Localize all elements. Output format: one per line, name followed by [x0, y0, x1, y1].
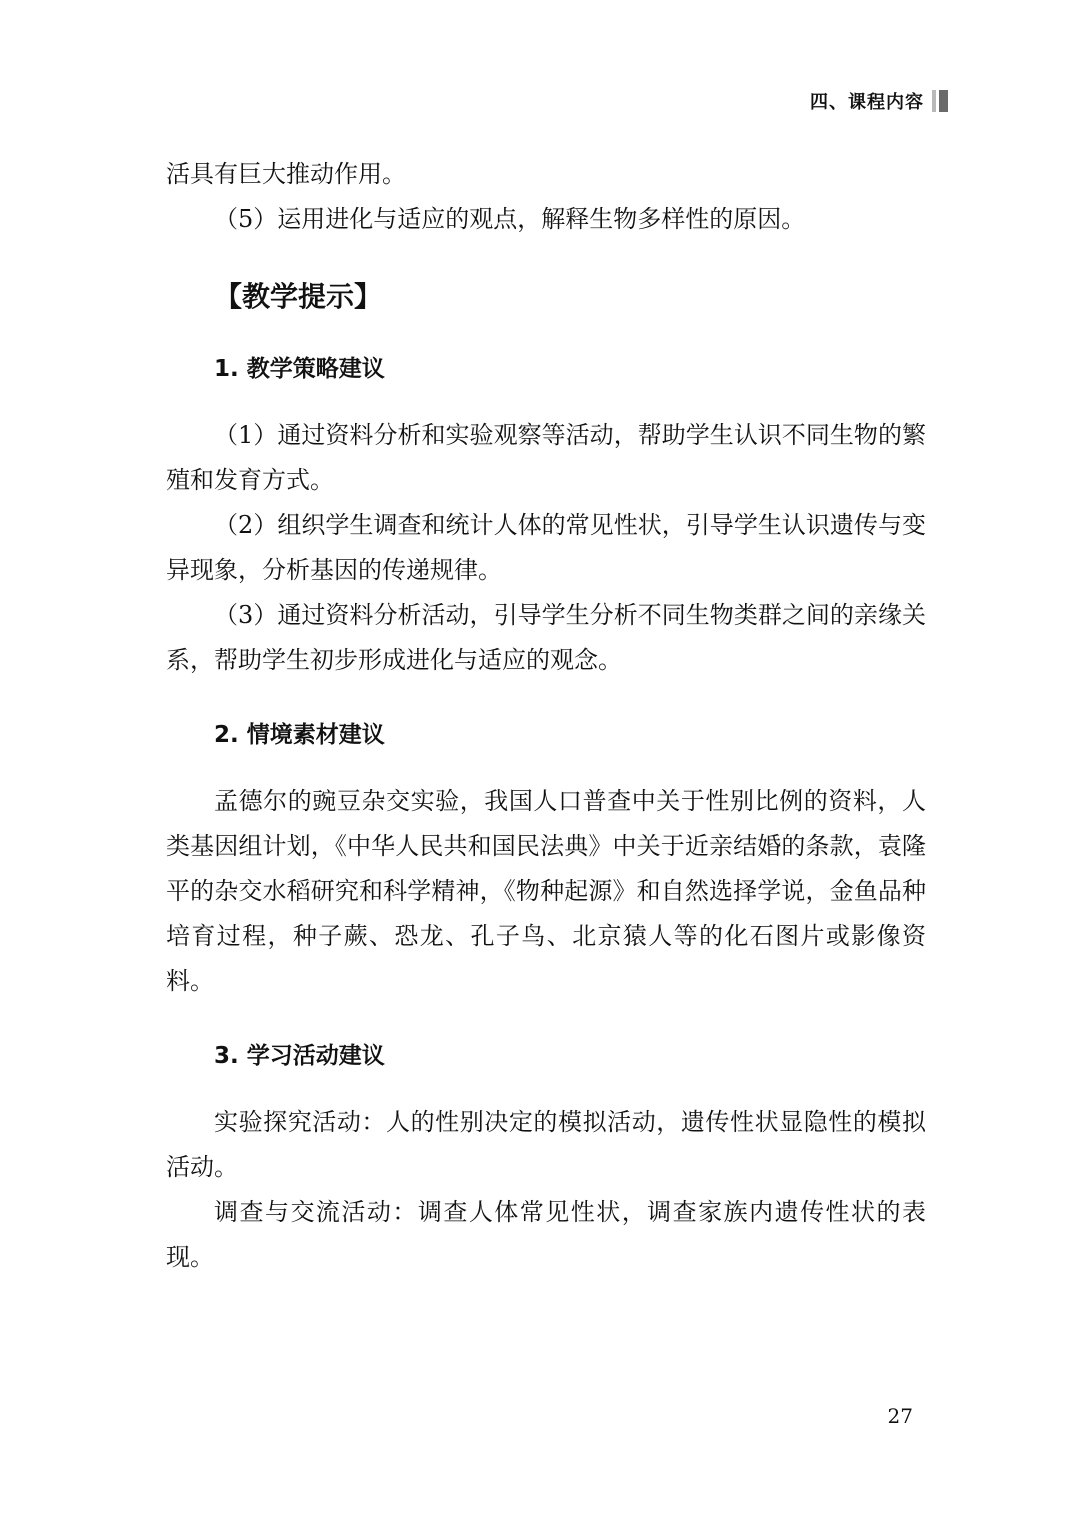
materials-paragraph: 孟德尔的豌豆杂交实验，我国人口普查中关于性别比例的资料，人类基因组计划，《中华人民共和国民法典》中关于近亲结婚的条款，袁隆平的杂交水稻研究和科学精神，《物种起源》和自然选择学说，金鱼品种培育过程，种子蕨、恐龙、孔子鸟、北京猿人等的化石图片或影像资料。 [166, 787, 926, 995]
running-header [810, 88, 948, 114]
page-number: 27 [887, 1404, 913, 1428]
strategy-list [166, 413, 926, 683]
subheading-strategy: 1. 教学策略建议 [214, 356, 385, 382]
section-title-teaching-tips: 【教学提示】 [214, 280, 383, 313]
activity-item-1: 实验探究活动：人的性别决定的模拟活动，遗传性状显隐性的模拟活动。 [166, 1108, 926, 1181]
continuation-paragraph: 活具有巨大推动作用。 [166, 160, 406, 188]
activity-item-2: 调查与交流活动：调查人体常见性状，调查家族内遗传性状的表现。 [166, 1198, 926, 1271]
strategy-item-1: （1）通过资料分析和实验观察等活动，帮助学生认识不同生物的繁殖和发育方式。 [166, 421, 926, 494]
header-bar-thin [932, 90, 936, 112]
header-bar-thick [939, 90, 948, 112]
subheading-materials: 2. 情境素材建议 [214, 722, 385, 748]
header-section-title: 四、课程内容 [810, 92, 924, 113]
objective-item-5: （5）运用进化与适应的观点，解释生物多样性的原因。 [214, 205, 806, 233]
strategy-item-2: （2）组织学生调查和统计人体的常见性状，引导学生认识遗传与变异现象，分析基因的传递规律。 [166, 511, 926, 584]
activities-list [166, 1100, 926, 1280]
strategy-item-3: （3）通过资料分析活动，引导学生分析不同生物类群之间的亲缘关系，帮助学生初步形成进化与适应的观念。 [166, 601, 926, 674]
subheading-activities: 3. 学习活动建议 [214, 1043, 385, 1069]
header-bar-mark [932, 90, 948, 112]
page-body [166, 152, 926, 1280]
